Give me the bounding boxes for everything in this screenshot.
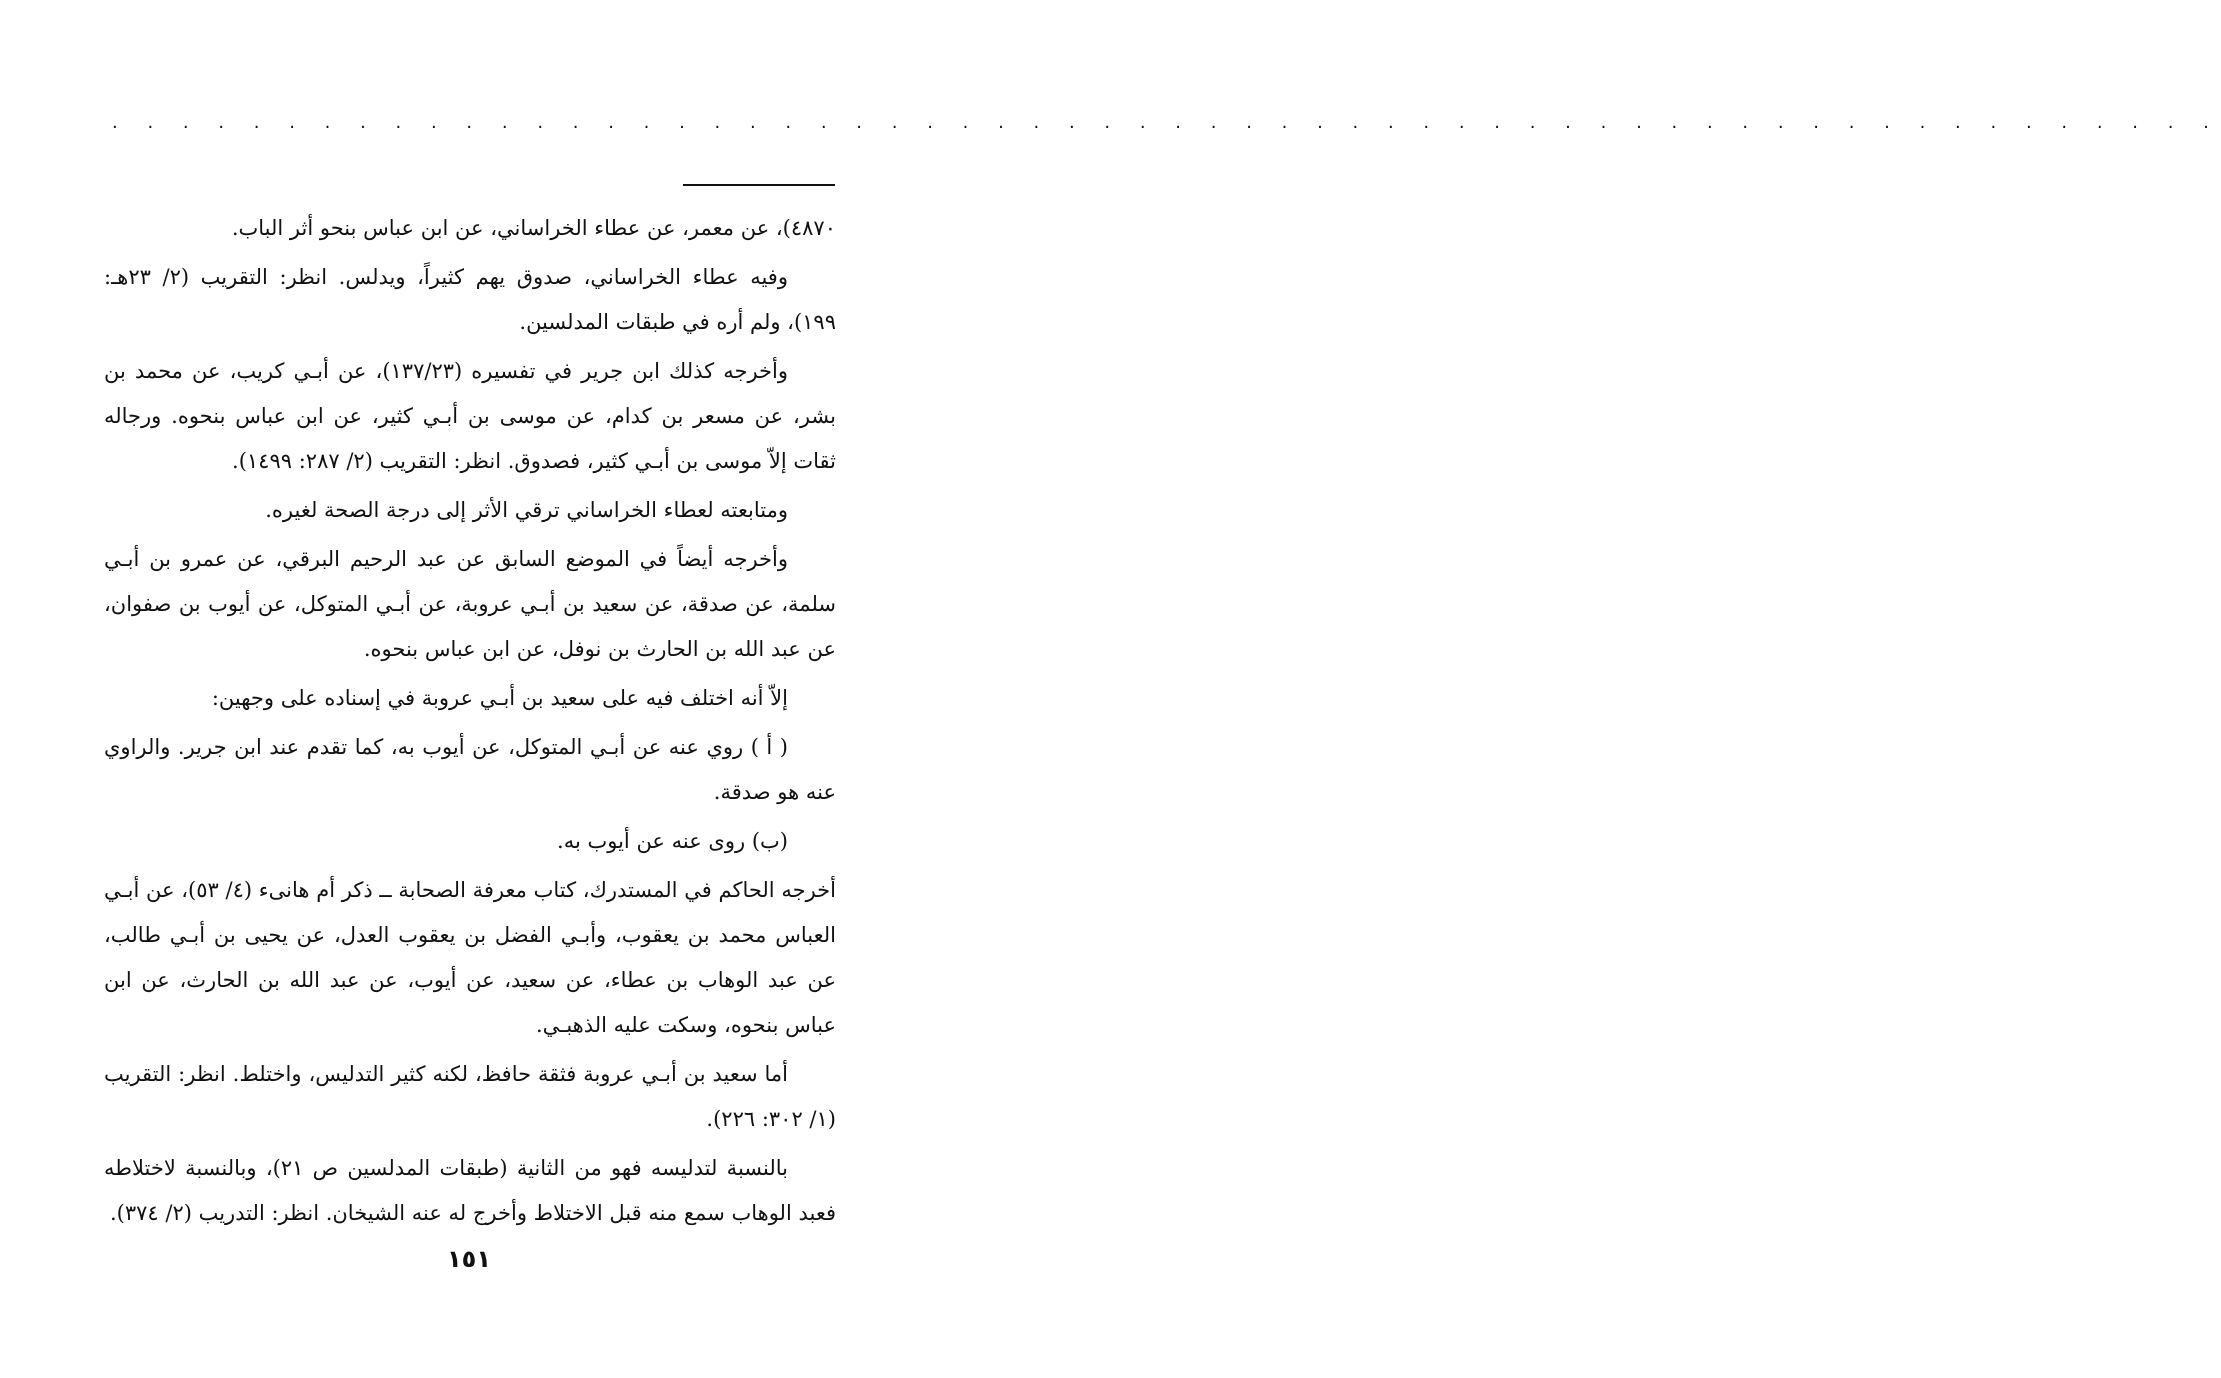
paragraph-8: (ب) روى عنه عن أيوب به. — [557, 829, 788, 853]
footnote-body — [104, 206, 836, 1240]
paragraph-11: بالنسبة لتدليسه فهو من الثانية (طبقات المدلسين ص ٢١)، وبالنسبة لاختلاطه فعبد الوهاب سمع منه قبل الاختلاط وأخرج له عنه الشيخان. انظر: التدريب (٢/ ٣٧٤). — [104, 1156, 836, 1225]
footnote-rule — [683, 184, 835, 186]
paragraph-5: وأخرجه أيضاً في الموضع السابق عن عبد الرحيم البرقي، عن عمرو بن أبـي سلمة، عن صدقة، عن سعيد بن أبـي عروبة، عن أبـي المتوكل، عن أيوب بن صفوان، عن عبد الله بن الحارث بن نوفل، عن ابن عباس بنحوه. — [104, 547, 836, 661]
separator-dots: · · · · · · · · · · · · · · · · · · · · · · · · · · · · · · · · · · · · · · · · · · · · · · · · · · · · · · · · · · · · — [112, 117, 2221, 138]
paragraph-3: وأخرجه كذلك ابن جرير في تفسيره (١٣٧/٢٣)، عن أبـي كريب، عن محمد بن بشر، عن مسعر بن كدام، عن موسى بن أبـي كثير، عن ابن عباس بنحوه. ورجاله ثقات إلاّ موسى بن أبـي كثير، فصدوق. انظر: التقريب (٢/ ٢٨٧: ١٤٩٩). — [104, 359, 836, 473]
paragraph-1: ٤٨٧٠)، عن معمر، عن عطاء الخراساني، عن ابن عباس بنحو أثر الباب. — [231, 216, 836, 240]
paragraph-9: أخرجه الحاكم في المستدرك، كتاب معرفة الصحابة ــ ذكر أم هانىء (٤/ ٥٣)، عن أبـي العباس محمد بن يعقوب، وأبـي الفضل بن يعقوب العدل، عن يحيى بن أبـي طالب، عن عبد الوهاب بن عطاء، عن سعيد، عن أيوب، عن عبد الله بن الحارث، عن ابن عباس بنحوه، وسكت عليه الذهبـي. — [104, 878, 836, 1037]
paragraph-6: إلاّ أنه اختلف فيه على سعيد بن أبـي عروبة في إسناده على وجهين: — [211, 686, 788, 710]
paragraph-10: أما سعيد بن أبـي عروبة فثقة حافظ، لكنه كثير التدليس، واختلط. انظر: التقريب (١/ ٣٠٢: ٢٢٦). — [104, 1062, 836, 1131]
page-number: ١٥١ — [447, 1245, 491, 1273]
paragraph-2: وفيه عطاء الخراساني، صدوق يهم كثيراً، ويدلس. انظر: التقريب (٢/ ٢٣هـ: ١٩٩)، ولم أره في طبقات المدلسين. — [104, 265, 836, 334]
paragraph-4: ومتابعته لعطاء الخراساني ترقي الأثر إلى درجة الصحة لغيره. — [265, 498, 788, 522]
paragraph-7: ( أ ) روي عنه عن أبـي المتوكل، عن أيوب به، كما تقدم عند ابن جرير. والراوي عنه هو صدقة. — [104, 735, 836, 804]
